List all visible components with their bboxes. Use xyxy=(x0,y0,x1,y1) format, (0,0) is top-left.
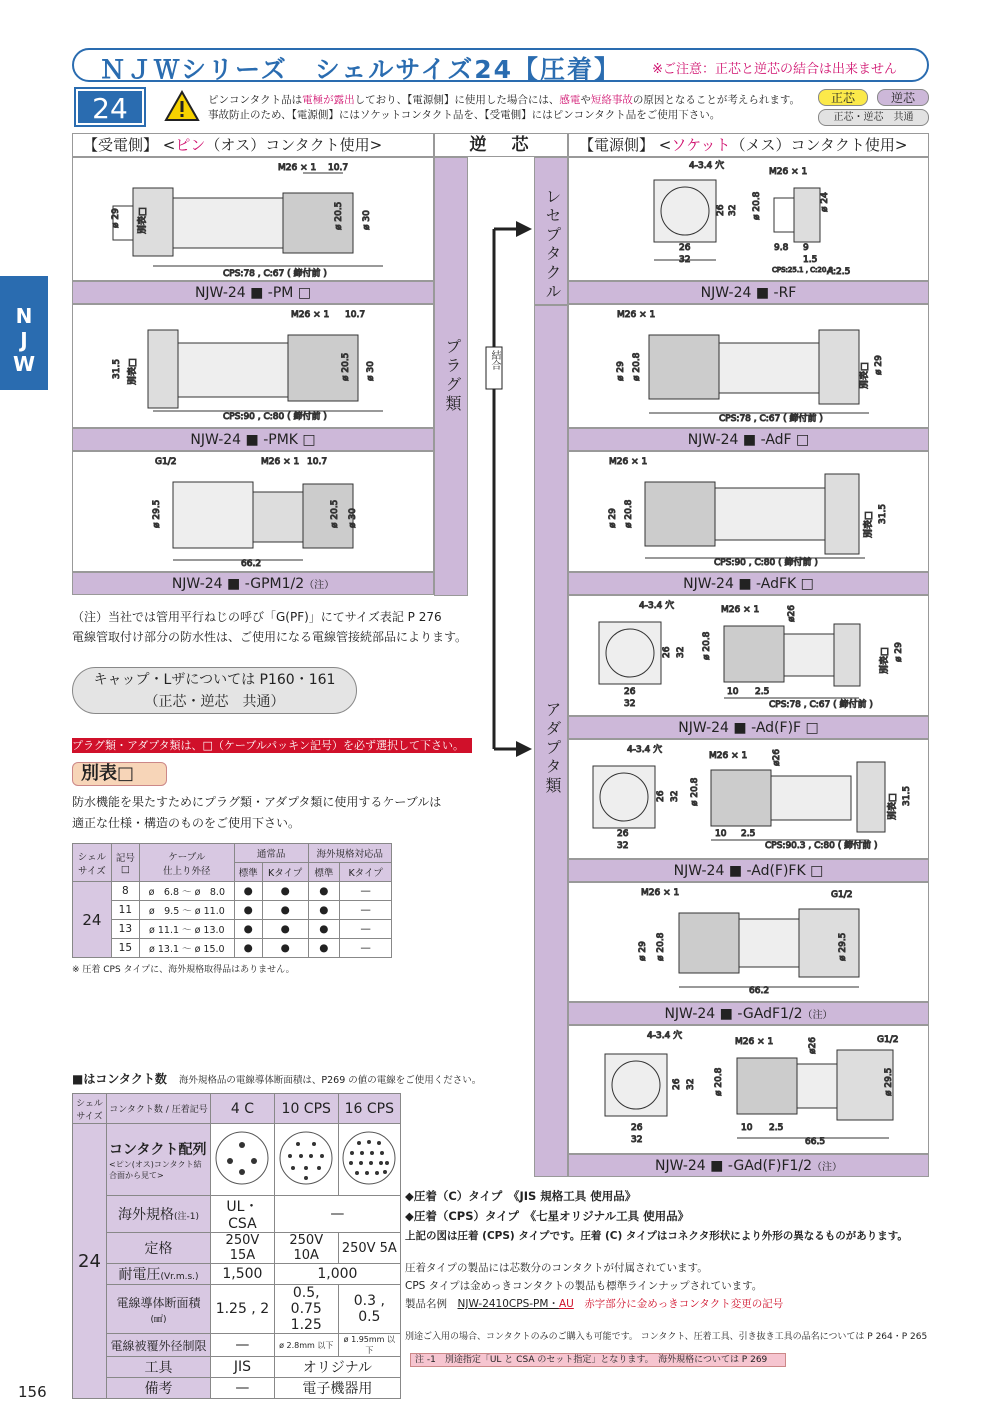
middle-column-header: 逆 芯 xyxy=(434,133,568,157)
svg-text:26: 26 xyxy=(656,790,666,802)
svg-text:ø 30: ø 30 xyxy=(366,361,376,381)
svg-text:CPS:90 , C:80 ( 締付前 ): CPS:90 , C:80 ( 締付前 ) xyxy=(223,412,327,422)
svg-text:別表□: 別表□ xyxy=(880,647,890,674)
svg-text:10: 10 xyxy=(741,1123,753,1133)
table-note: ※ 圧着 CPS タイプに、海外規格取得品はありません。 xyxy=(72,965,295,975)
warning-text: ピンコンタクト品は電極が露出しており、【電源側】に使用した場合には、感電や短絡事故の原因となることが考えられます。 事故防止のため、【電源側】にはソケットコンタクト品を、【受電側】にはピンコンタクト品をご使用下さい。 xyxy=(208,94,801,121)
svg-text:32: 32 xyxy=(631,1135,643,1145)
svg-text:32: 32 xyxy=(686,1078,696,1090)
warning-icon xyxy=(164,90,200,122)
table-row: 13 ø 11.1 〜 ø 13.0 ● ● ● — xyxy=(73,920,392,939)
svg-text:M26 × 1: M26 × 1 xyxy=(617,310,656,320)
svg-text:別表□: 別表□ xyxy=(888,793,898,820)
svg-text:4-3.4 穴: 4-3.4 穴 xyxy=(689,161,725,171)
svg-text:G1/2: G1/2 xyxy=(831,890,853,900)
svg-text:ø 29.5: ø 29.5 xyxy=(152,499,162,528)
label-gadf: NJW-24 ■ -GAdF1/2（注） xyxy=(568,1002,929,1025)
footnote: 注 -1 別途指定「UL と CSA のセット指定」となります。 海外規格については P 269 xyxy=(410,1353,786,1367)
label-pmk: NJW-24 ■ -PMK □ xyxy=(72,428,434,451)
svg-text:2.5: 2.5 xyxy=(755,687,770,697)
th-shell: シェル サイズ xyxy=(73,844,112,882)
svg-text:M26 × 1: M26 × 1 xyxy=(261,457,300,467)
label-adffk: NJW-24 ■ -Ad(F)FK □ xyxy=(568,859,929,882)
svg-text:ø26: ø26 xyxy=(772,749,782,766)
svg-text:ø 29.5: ø 29.5 xyxy=(838,932,848,961)
plug-column: プラグ類 xyxy=(434,157,468,596)
svg-text:ø 29: ø 29 xyxy=(638,941,648,961)
svg-text:M26 × 1: M26 × 1 xyxy=(291,310,330,320)
pill-seishin: 正芯 xyxy=(818,89,868,106)
svg-text:ø 29: ø 29 xyxy=(616,361,626,381)
caution-note: ※ご注意：正芯と逆芯の結合は出来ません xyxy=(652,62,897,77)
svg-text:32: 32 xyxy=(679,255,691,265)
cable-table: シェル サイズ 記号 □ ケーブル 仕上り外径 通常品 海外規格対応品 標準 Kタイプ 標準 Kタイプ 24 8 ø 6.8 〜 ø 8.0 ● ● ● — 11 ø 9.5 〜 ø 11.0 ● ● ● — 13 ø 11.1 〜 ø 13.0 ● ● ● — 15 ø 13.1 〜 ø 15.0 ● ● ● — xyxy=(72,843,392,958)
svg-text:31.5: 31.5 xyxy=(902,785,912,806)
svg-text:ø26: ø26 xyxy=(787,605,797,622)
svg-text:ø 29: ø 29 xyxy=(894,642,904,662)
svg-text:M26 × 1: M26 × 1 xyxy=(609,457,648,467)
svg-text:10: 10 xyxy=(727,687,739,697)
svg-text:CPS:78 , C:67 ( 締付前 ): CPS:78 , C:67 ( 締付前 ) xyxy=(719,414,823,424)
svg-text:66.5: 66.5 xyxy=(805,1137,826,1147)
left-column-header: 【受電側】 <ピン（オス）コンタクト使用> xyxy=(72,133,434,157)
receptacle-column: レセプタクル xyxy=(534,157,568,305)
svg-text:別表□: 別表□ xyxy=(128,358,138,385)
svg-text:ø 30: ø 30 xyxy=(348,508,358,528)
svg-text:ø 30: ø 30 xyxy=(362,210,372,230)
beppyo-text: 防水機能を果たすためにプラグ類・アダプタ類に使用するケーブルは 適正な仕様・構造のものをご使用下さい。 xyxy=(72,795,442,830)
layout-10cps-icon xyxy=(278,1130,334,1186)
svg-text:別表□: 別表□ xyxy=(860,362,870,389)
svg-text:ø26: ø26 xyxy=(808,1037,818,1054)
svg-text:4-3.4 穴: 4-3.4 穴 xyxy=(627,745,663,755)
side-tab-njw: NJW xyxy=(0,276,48,390)
layout-4c-icon xyxy=(214,1130,270,1186)
svg-text:ø 29.5: ø 29.5 xyxy=(884,1067,894,1096)
svg-text:26: 26 xyxy=(624,687,636,697)
svg-text:ø 29: ø 29 xyxy=(111,208,121,228)
svg-text:A:2.5: A:2.5 xyxy=(827,267,851,277)
table-row: 11 ø 9.5 〜 ø 11.0 ● ● ● — xyxy=(73,901,392,920)
pill-gyakushin: 逆芯 xyxy=(877,89,929,106)
svg-text:31.5: 31.5 xyxy=(878,503,888,524)
label-gadff: NJW-24 ■ -GAd(F)F1/2（注） xyxy=(568,1154,929,1177)
svg-text:G1/2: G1/2 xyxy=(155,457,177,467)
drawing-rf xyxy=(568,157,929,281)
svg-text:10.7: 10.7 xyxy=(345,310,366,320)
svg-text:4-3.4 穴: 4-3.4 穴 xyxy=(647,1031,683,1041)
cap-reference: キャップ・Lザについては P160・161 （正芯・逆芯 共通） xyxy=(72,667,357,714)
svg-text:ø 20.5: ø 20.5 xyxy=(341,352,351,381)
shell-size-badge: 24 xyxy=(76,89,144,125)
svg-text:26: 26 xyxy=(672,1078,682,1090)
svg-text:26: 26 xyxy=(662,646,672,658)
svg-text:32: 32 xyxy=(624,699,636,709)
svg-text:ø 24: ø 24 xyxy=(820,192,830,212)
svg-text:10.7: 10.7 xyxy=(328,163,349,173)
contact-title: ■はコンタクト数 海外規格品の電線導体断面積は、P269 の値の電線をご使用ください。 xyxy=(72,1072,482,1086)
svg-text:10.7: 10.7 xyxy=(307,457,328,467)
svg-text:CPS:90 , C:80 ( 締付前 ): CPS:90 , C:80 ( 締付前 ) xyxy=(714,558,818,568)
svg-text:26: 26 xyxy=(716,204,726,216)
svg-text:ø 20.5: ø 20.5 xyxy=(330,499,340,528)
label-adfk: NJW-24 ■ -AdFK □ xyxy=(568,572,929,595)
drawing-gpm xyxy=(72,451,434,572)
svg-text:ø 20.8: ø 20.8 xyxy=(632,352,642,381)
beppyo-title: 別表□ xyxy=(72,762,167,786)
crimp-details: 圧着タイプの製品には芯数分のコンタクトが付属されています。 CPS タイプは金めっきコンタクトの製品も標準ラインナップされています。 製品名例 NJW-2410CPS-PM・AU 赤字部分に金めっきコンタクト変更の記号 xyxy=(405,1262,784,1310)
svg-text:ø 29: ø 29 xyxy=(874,355,884,375)
svg-text:2.5: 2.5 xyxy=(769,1123,784,1133)
drawing-gadf xyxy=(568,882,929,1002)
title-bar xyxy=(72,48,929,82)
drawing-pmk xyxy=(72,304,434,428)
page-title: ＮＪＷシリーズ シェルサイズ24【圧着】 xyxy=(100,55,622,84)
crimp-purchase: 別途ご入用の場合、コンタクトのみのご購入も可能です。 コンタクト、圧着工具、引き抜き工具の品名については P 264・P 265 xyxy=(405,1332,928,1342)
right-column-header: 【電源側】 <ソケット（メス）コンタクト使用> xyxy=(568,133,929,157)
svg-text:32: 32 xyxy=(676,646,686,658)
drawing-pm xyxy=(72,157,434,281)
svg-text:26: 26 xyxy=(631,1123,643,1133)
table-row: 24 8 ø 6.8 〜 ø 8.0 ● ● ● — xyxy=(73,882,392,901)
svg-text:ø 20.8: ø 20.8 xyxy=(690,777,700,806)
svg-text:M26 × 1: M26 × 1 xyxy=(641,888,680,898)
label-pm: NJW-24 ■ -PM □ xyxy=(72,281,434,304)
label-gpm: NJW-24 ■ -GPM1/2（注） xyxy=(72,572,434,595)
svg-text:ø 20.8: ø 20.8 xyxy=(752,191,762,220)
adapter-column: アダプタ類 xyxy=(534,305,568,1177)
svg-text:32: 32 xyxy=(670,790,680,802)
svg-text:ø 29: ø 29 xyxy=(608,508,618,528)
svg-text:10: 10 xyxy=(715,829,727,839)
svg-text:G1/2: G1/2 xyxy=(877,1035,899,1045)
svg-text:M26 × 1: M26 × 1 xyxy=(278,163,317,173)
svg-text:66.2: 66.2 xyxy=(241,559,262,569)
svg-text:M26 × 1: M26 × 1 xyxy=(735,1037,774,1047)
svg-text:ø 20.8: ø 20.8 xyxy=(714,1067,724,1096)
label-adff: NJW-24 ■ -Ad(F)F □ xyxy=(568,716,929,739)
svg-text:1.5: 1.5 xyxy=(803,255,818,265)
svg-text:9.8: 9.8 xyxy=(774,243,789,253)
join-arrows xyxy=(468,157,534,777)
svg-text:CPS:78 , C:67 ( 締付前 ): CPS:78 , C:67 ( 締付前 ) xyxy=(769,700,873,710)
drawing-gadff xyxy=(568,1025,929,1154)
drawing-adffk xyxy=(568,739,929,859)
label-adf: NJW-24 ■ -AdF □ xyxy=(568,428,929,451)
svg-text:26: 26 xyxy=(617,829,629,839)
svg-text:ø 20.5: ø 20.5 xyxy=(334,201,344,230)
join-label: 結合 xyxy=(489,350,500,370)
svg-text:26: 26 xyxy=(679,243,691,253)
svg-text:CPS:78 , C:67 ( 締付前 ): CPS:78 , C:67 ( 締付前 ) xyxy=(223,269,327,279)
svg-text:31.5: 31.5 xyxy=(112,358,122,379)
table-row: 15 ø 13.1 〜 ø 15.0 ● ● ● — xyxy=(73,939,392,958)
label-rf: NJW-24 ■ -RF xyxy=(568,281,929,304)
pill-common: 正芯・逆芯 共通 xyxy=(818,109,929,126)
notes: （注）当社では管用平行ねじの呼び「G(PF)」にてサイズ表記 P 276 電線管取付け部分の防水性は、ご使用になる電線管接続部品によります。 xyxy=(72,610,468,644)
svg-text:別表□: 別表□ xyxy=(864,511,874,538)
svg-text:M26 × 1: M26 × 1 xyxy=(721,605,760,615)
crimp-notes: ◆圧着（C）タイプ 《JIS 規格工具 使用品》 ◆圧着（CPS）タイプ 《七星オリジナル工具 使用品》 上記の図は圧着 (CPS) タイプです。圧着 (C) タイプはコネクタ形状により外形の異なるものがあります。 xyxy=(405,1189,908,1242)
svg-text:2.5: 2.5 xyxy=(741,829,756,839)
svg-text:ø 20.8: ø 20.8 xyxy=(624,499,634,528)
svg-text:CPS:25.1 , C:20.8: CPS:25.1 , C:20.8 xyxy=(772,266,834,274)
svg-text:ø 20.8: ø 20.8 xyxy=(656,932,666,961)
svg-text:9: 9 xyxy=(803,243,809,253)
drawing-adfk xyxy=(568,451,929,572)
drawing-adf xyxy=(568,304,929,428)
layout-16cps-icon xyxy=(341,1130,397,1186)
svg-text:32: 32 xyxy=(617,841,629,851)
svg-text:別表□: 別表□ xyxy=(138,207,148,234)
svg-text:ø 20.8: ø 20.8 xyxy=(702,631,712,660)
svg-text:66.2: 66.2 xyxy=(749,986,770,996)
contact-table: シェルサイズ コンタクト数 / 圧着記号 4 C 10 CPS 16 CPS 24 コンタクト配列 <ピン(オス)コンタクト結合面から見て> 海外規格(注-1) UL・CSA — 定格 250V 15A 250V 10A 250V 5A 耐電圧(Vr.m.s.) 1,500 1,000 電線導体断面積(㎟) 1.25 , 2 0.5, 0.75 1.25 0.3 , 0.5 電線被覆外径制限 — ø 2.8mm 以下 ø 1.95mm 以下 工具 JIS オリジナル 備考 — 電子機器用 xyxy=(72,1093,401,1399)
svg-text:M26 × 1: M26 × 1 xyxy=(709,751,748,761)
drawing-adff xyxy=(568,595,929,716)
red-banner: プラグ類・アダプタ類は、□（ケーブルパッキン記号）を必ず選択して下さい。 xyxy=(72,738,472,753)
svg-text:4-3.4 穴: 4-3.4 穴 xyxy=(639,601,675,611)
page-number: 156 xyxy=(18,1383,47,1401)
svg-text:CPS:90.3 , C:80 ( 締付前 ): CPS:90.3 , C:80 ( 締付前 ) xyxy=(765,841,878,851)
svg-text:M26 × 1: M26 × 1 xyxy=(769,167,808,177)
svg-text:32: 32 xyxy=(728,204,738,216)
